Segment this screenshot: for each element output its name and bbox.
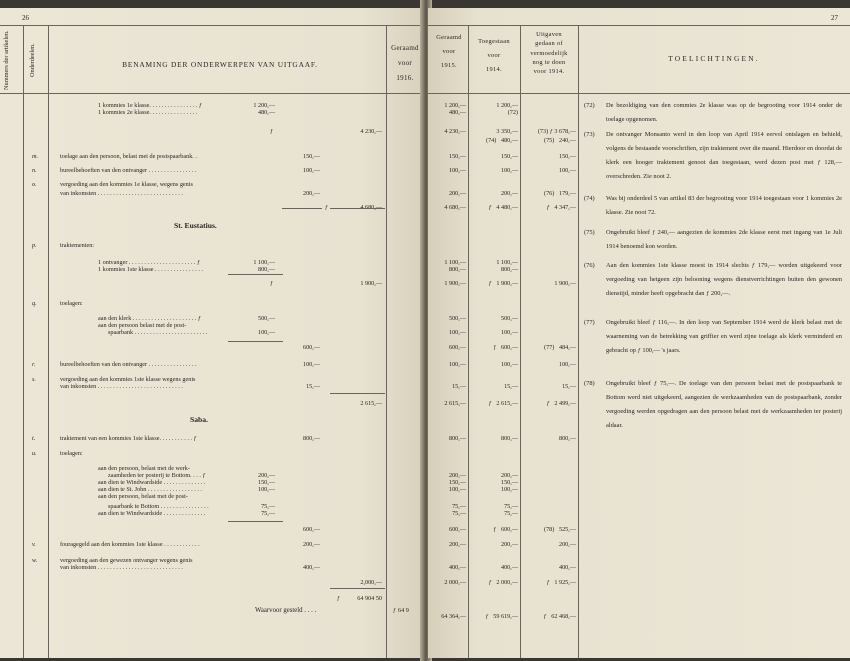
- header-uitgaven-1914: Uitgaven gedaan of vermoedelijk nog te doen voor 1914.: [530, 31, 568, 76]
- column-rule: [468, 25, 469, 658]
- row-text: 1 ontvanger . . . . . . . . . . . . . . . . . . . . . . ƒ: [98, 259, 201, 266]
- figure-t: 75,—: [504, 503, 518, 510]
- figure-t: (74) 480,—: [486, 137, 518, 144]
- figure-t: 3 350,—: [496, 128, 518, 135]
- row-text: traktement van een kommies 1ste klasse. . . . . . . . . . . ƒ: [60, 435, 197, 442]
- row-text: aan den persoon belast met de post-: [98, 322, 187, 329]
- figure-g: 100,—: [448, 329, 466, 336]
- row-text: ƒ: [270, 128, 274, 135]
- figure-t: 100,—: [500, 361, 518, 368]
- figure-t: 500,—: [500, 315, 518, 322]
- waarvoor-value: 64 9: [398, 607, 409, 614]
- figure-t: 1 200,—: [496, 102, 518, 109]
- row-text: traktementen:: [60, 242, 95, 249]
- figure-g: 200,—: [448, 541, 466, 548]
- figure-u: (73) ƒ 3 678,—: [537, 128, 576, 135]
- figure-u: (78) 525,—: [544, 526, 576, 533]
- row-letter: o.: [32, 181, 37, 188]
- row-text: 1 kommies 1e klasse. . . . . . . . . . . . . . . . ƒ: [98, 102, 202, 109]
- header-nummers: Nummers der artikelen.: [3, 30, 10, 90]
- row-text: zaamheden ter posterij te Bottom. . . . ƒ: [108, 472, 206, 479]
- figure-g: 200,—: [448, 190, 466, 197]
- row-letter: t.: [32, 435, 36, 442]
- figure-t: 200,—: [500, 472, 518, 479]
- note-number: (78): [584, 380, 595, 387]
- row-text: aan dien te Windwardside . . . . . . . . . . . . . .: [98, 479, 206, 486]
- row-text: aan den persoon, belast met de werk-: [98, 465, 190, 472]
- sum-rule: [330, 588, 385, 589]
- row-text: spaarbank te Bottom . . . . . . . . . . . . . . . .: [108, 503, 209, 510]
- row-amount: 4 680,—: [360, 204, 382, 211]
- row-amount: 15,—: [306, 383, 320, 390]
- row-amount-detail: 500,—: [257, 315, 275, 322]
- row-amount-detail: 100,—: [257, 329, 275, 336]
- header-benaming: BENAMING DER ONDERWERPEN VAN UITGAAF.: [122, 60, 318, 69]
- figure-t: 400,—: [500, 564, 518, 571]
- row-amount: 150,—: [302, 153, 320, 160]
- row-amount: 200,—: [302, 190, 320, 197]
- figure-u: 800,—: [558, 435, 576, 442]
- header-top-rule: [428, 25, 850, 26]
- figure-t: ƒ 1 900,—: [488, 280, 518, 287]
- figure-g: 1 900,—: [444, 280, 466, 287]
- figure-t: ƒ 4 480,—: [488, 204, 518, 211]
- figure-t: 100,—: [500, 329, 518, 336]
- figure-t: 150,—: [500, 153, 518, 160]
- figure-u: ƒ 62 468,—: [543, 613, 576, 620]
- row-text: bureelbehoeften van den ontvanger . . . . . . . . . . . . . . . .: [60, 167, 197, 174]
- sum-rule: [228, 341, 283, 342]
- row-text: vergoeding aan den kommies 1ste klasse wegens genis: [60, 376, 196, 383]
- figure-u: 100,—: [558, 361, 576, 368]
- figure-g: 2 615,—: [444, 400, 466, 407]
- figure-g: 400,—: [448, 564, 466, 571]
- row-text: toelagen:: [60, 300, 83, 307]
- page-number: 27: [831, 14, 838, 22]
- figure-g: 500,—: [448, 315, 466, 322]
- row-letter: s.: [32, 376, 36, 383]
- figure-u: 200,—: [558, 541, 576, 548]
- header-top-rule: [0, 25, 424, 26]
- page-number: 26: [22, 14, 29, 22]
- row-amount-detail: 75,—: [261, 510, 275, 517]
- row-text: vergoeding aan den kommies 1e klasse, wegens genis: [60, 181, 193, 188]
- figure-u: 15,—: [562, 383, 576, 390]
- figure-g: 200,—: [448, 472, 466, 479]
- figure-g: 1 100,—: [444, 259, 466, 266]
- sum-rule: [228, 521, 283, 522]
- row-amount-detail: 1 200,—: [253, 102, 275, 109]
- row-text: fouragegeld aan den kommies 1ste klasse . . . . . . . . . . . .: [60, 541, 200, 548]
- column-rule: [578, 25, 579, 658]
- figure-t: 800,—: [500, 266, 518, 273]
- header-geraamd-1915: Geraamd voor 1915.: [436, 34, 462, 69]
- row-amount: 800,—: [302, 435, 320, 442]
- figure-t: ƒ 600,—: [493, 344, 518, 351]
- row-amount: 4 230,—: [360, 128, 382, 135]
- figure-t: 200,—: [500, 190, 518, 197]
- row-text: aan dien te Windwardside . . . . . . . . . . . . . .: [98, 510, 206, 517]
- row-amount: 400,—: [302, 564, 320, 571]
- row-letter: q.: [32, 300, 37, 307]
- figure-g: 480,—: [448, 109, 466, 116]
- figure-t: 200,—: [500, 541, 518, 548]
- sum-rule: [228, 274, 283, 275]
- sum-rule: [330, 208, 385, 209]
- header-geraamd-1916: Geraamd voor 1916.: [391, 44, 419, 82]
- figure-g: 800,—: [448, 435, 466, 442]
- note-number: (76): [584, 262, 595, 269]
- sum-rule: [282, 208, 322, 209]
- figure-u: 400,—: [558, 564, 576, 571]
- figure-t: 150,—: [500, 479, 518, 486]
- right-page: [428, 8, 850, 658]
- figure-t: 100,—: [500, 167, 518, 174]
- header-toegestaan-1914: Toegestaan voor 1914.: [478, 38, 510, 73]
- figure-u: ƒ 4 347,—: [546, 204, 576, 211]
- row-letter: v.: [32, 541, 36, 548]
- figure-u: ƒ 2 499,—: [546, 400, 576, 407]
- subtotal-saba: 2,000,—: [360, 579, 382, 586]
- row-text: van inkomsten . . . . . . . . . . . . . . . . . . . . . . . . . . . .: [60, 564, 183, 571]
- row-amount: 100,—: [302, 167, 320, 174]
- sum-rule: [330, 393, 385, 394]
- figure-u: (77) 484,—: [544, 344, 576, 351]
- note-number: (77): [584, 319, 595, 326]
- figure-g: 100,—: [448, 486, 466, 493]
- note-text: Aan den kommies 1ste klasse moest in 1914 slechts ƒ 179,— worden uitgekeerd voor vergoeding van hetgeen zijn belooning wegens dienstverrichtingen buiten den gewonen dienstijd, minder heeft opgebracht dan ƒ 200,—.: [606, 262, 842, 297]
- row-text: van inkomsten . . . . . . . . . . . . . . . . . . . . . . . . . . . .: [60, 383, 183, 390]
- figure-g: 100,—: [448, 167, 466, 174]
- row-amount: 200,—: [302, 541, 320, 548]
- figure-g: 75,—: [452, 510, 466, 517]
- note-text: Ongebruikt bleef ƒ 75,—. De toelage van den persoon belast met de postspaarbank te Bottom werd niet uitgekeerd, aangezien de werkzaamheden van de postspaarbank, zonder vergoeding werden opgedragen aan den persoon belast met de werkzaamheden ter posterij aldaar.: [606, 380, 842, 429]
- grand-total: 64 904 50: [357, 595, 382, 602]
- figure-t: ƒ 2 615,—: [488, 400, 518, 407]
- note-number: (75): [584, 229, 595, 236]
- figure-g: 100,—: [448, 361, 466, 368]
- row-text: ƒ: [270, 280, 274, 287]
- row-amount-detail: 150,—: [257, 479, 275, 486]
- row-amount: 2 615,—: [360, 400, 382, 407]
- note-number: (73): [584, 131, 595, 138]
- row-text: toelagen:: [60, 450, 83, 457]
- row-letter: p.: [32, 242, 37, 249]
- row-amount: 100,—: [302, 361, 320, 368]
- row-text: van inkomsten . . . . . . . . . . . . . . . . . . . . . . . . . . . .: [60, 190, 183, 197]
- figure-t: 15,—: [504, 383, 518, 390]
- figure-g: 75,—: [452, 503, 466, 510]
- note-text: De bezoldiging van den commies 2e klasse was op de begrooting voor 1914 onder de toelage opgenomen.: [606, 102, 842, 123]
- row-amount: 600,—: [302, 526, 320, 533]
- figure-u: (76) 179,—: [544, 190, 576, 197]
- row-letter: m.: [32, 153, 39, 160]
- figure-t: ƒ 2 000,—: [488, 579, 518, 586]
- row-letter: n.: [32, 167, 37, 174]
- row-amount-detail: 1 100,—: [253, 259, 275, 266]
- row-text: aan den klerk . . . . . . . . . . . . . . . . . . . . . ƒ: [98, 315, 201, 322]
- row-amount-detail: 100,—: [257, 486, 275, 493]
- figure-g: 64 364,—: [441, 613, 466, 620]
- row-letter: r.: [32, 361, 36, 368]
- figure-g: 2 000,—: [444, 579, 466, 586]
- figure-g: 150,—: [448, 153, 466, 160]
- figure-g: 600,—: [448, 344, 466, 351]
- row-text: vergoeding aan den gewezen ontvanger wegens genis: [60, 557, 193, 564]
- figure-t: 75,—: [504, 510, 518, 517]
- row-text: toelage aan den persoon, belast met de postspaarbank. .: [60, 153, 197, 160]
- figure-u: 1 900,—: [554, 280, 576, 287]
- currency-sign: ƒ: [336, 595, 340, 602]
- note-text: De ontvanger Monsanto werd in den loop van April 1914 eervol ontslagen en behield, volgens de bestaande voorschriften, zijn traktement over die maand. Hierdoor en doordat de klerk een hooger traktement genoot dan toegestaan, werd dezen post met ƒ 128,— overschreden. Zie noot 2.: [606, 131, 842, 180]
- row-amount-detail: 75,—: [261, 503, 275, 510]
- figure-g: 150,—: [448, 479, 466, 486]
- waarvoor-label: Waarvoor gesteld . . . .: [255, 607, 317, 614]
- figure-u: 150,—: [558, 153, 576, 160]
- row-amount: 600,—: [302, 344, 320, 351]
- column-rule: [48, 25, 49, 658]
- note-text: Ongebruikt bleef ƒ 240,— aangezien de kommies 2de klasse eerst met ingang van 1e Juli 1914 benoemd kon worden.: [606, 229, 842, 250]
- column-rule: [23, 25, 24, 658]
- figure-t: 1 100,—: [496, 259, 518, 266]
- figure-u: ƒ 1 925,—: [546, 579, 576, 586]
- column-rule: [520, 25, 521, 658]
- figure-t: 100,—: [500, 486, 518, 493]
- header-onderdeelen: Onderdeelen.: [29, 43, 36, 77]
- header-bottom-rule: [428, 93, 850, 94]
- figure-t: 800,—: [500, 435, 518, 442]
- left-page: [0, 8, 424, 658]
- row-amount-detail: 480,—: [257, 109, 275, 116]
- row-amount-detail: ƒ: [324, 204, 328, 211]
- note-number: (72): [584, 102, 595, 109]
- row-letter: u.: [32, 450, 37, 457]
- row-text: aan dien te St. John . . . . . . . . . . . . . . . . . .: [98, 486, 202, 493]
- row-letter: w.: [32, 557, 38, 564]
- figure-g: 600,—: [448, 526, 466, 533]
- note-text: Was bij onderdeel 5 van artikel 83 der begrooting voor 1914 toegestaan voor 1 kommies 2e klasse. Zie noot 72.: [606, 195, 842, 216]
- note-text: Ongebruikt bleef ƒ 116,—. In den loop van September 1914 werd de klerk belast met de waarneming van de betrekking van griffier en werd zijne toelage als klerk verminderd en gebracht op ƒ 100,— 's jaars.: [606, 319, 842, 354]
- row-text: 1 kommies 2e klasse. . . . . . . . . . . . . . . .: [98, 109, 198, 116]
- row-text: spaarbank . . . . . . . . . . . . . . . . . . . . . . . .: [108, 329, 208, 336]
- figure-t: ƒ 600,—: [493, 526, 518, 533]
- note-number: (74): [584, 195, 595, 202]
- figure-g: 800,—: [448, 266, 466, 273]
- row-amount: 1 900,—: [360, 280, 382, 287]
- column-rule: [386, 25, 387, 658]
- figure-t: (72): [507, 109, 518, 116]
- figure-t: ƒ 59 619,—: [485, 613, 518, 620]
- figure-g: 15,—: [452, 383, 466, 390]
- section-st-eustatius: St. Eustatius.: [174, 221, 217, 230]
- figure-g: 4 680,—: [444, 204, 466, 211]
- figure-u: (75) 240,—: [544, 137, 576, 144]
- row-text: bureelbehoeften van den ontvanger . . . . . . . . . . . . . . . .: [60, 361, 197, 368]
- row-amount-detail: 200,—: [257, 472, 275, 479]
- header-bottom-rule: [0, 93, 424, 94]
- row-amount-detail: 800,—: [257, 266, 275, 273]
- row-text: 1 kommies 1ste klasse . . . . . . . . . . . . . . . .: [98, 266, 204, 273]
- header-toelichtingen: TOELICHTINGEN.: [668, 54, 760, 63]
- figure-u: 100,—: [558, 167, 576, 174]
- figure-g: 1 200,—: [444, 102, 466, 109]
- row-text: aan den persoon, belast met de post-: [98, 493, 188, 500]
- section-saba: Saba.: [190, 415, 208, 424]
- currency-sign: ƒ: [392, 607, 396, 614]
- figure-g: 4 230,—: [444, 128, 466, 135]
